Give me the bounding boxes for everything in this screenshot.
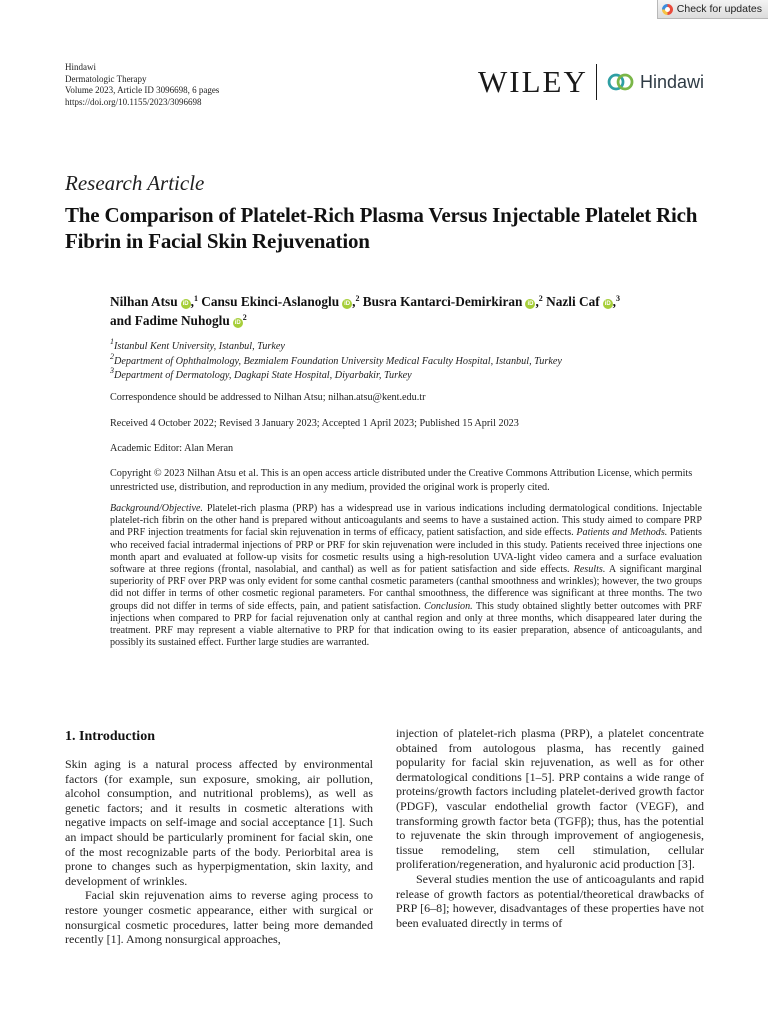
author-list: Nilhan Atsu iD ,$^1$ Cansu Ekinci-Aslanoglu iD ,$^2$ Busra Kantarci-Demirkiran iD ,$^2$ Nazli Caf iD ,$^3$ and Fadime Nuhoglu $iD^2$: [110, 294, 620, 328]
journal-meta: [65, 62, 219, 108]
author-affiliation-mark: 2: [355, 294, 360, 303]
volume-info: Volume 2023, Article ID 3096698, 6 pages: [65, 85, 220, 96]
author-name[interactable]: Busra Kantarci-Demirkiran: [362, 294, 523, 309]
copyright-notice: Copyright © 2023 Nilhan Atsu et al. This is an open access article distributed under the Creative Commons Attribution License, which permits unrestricted use, distribution, and reproduction in any medium, provided the original work is properly cited.: [110, 468, 693, 493]
affiliation-text: Department of Dermatology, Dagkapi State Hospital, Diyarbakir, Turkey: [114, 370, 412, 381]
author-name[interactable]: Nilhan Atsu: [110, 294, 178, 309]
correspondence: Correspondence should be addressed to Nilhan Atsu; nilhan.atsu@kent.edu.tr: [110, 392, 426, 403]
author-affiliation-mark: 2: [242, 313, 247, 322]
affiliation-mark: 2: [110, 351, 114, 361]
author-joiner: and: [110, 313, 132, 328]
publisher-logos: [478, 64, 704, 100]
body-paragraph: Skin aging is a natural process affected by environmental factors (for example, sun exposure, smoking, air pollution, alcohol consumption, and nutritional problems), as well as genetic factors; and it results in cosmetic alterations with negative impacts on self-image and social acceptance [1]. Such an impact should be particularly prominent for facial skin, one of the most recognizable parts of the body. Periorbital area is prone to changes such as hyperpigmentation, skin laxity, and development of wrinkles.: [65, 757, 373, 888]
affiliation-text: Department of Ophthalmology, Bezmialem Foundation University Medical Faculty Hospital, Istanbul, Turkey: [114, 355, 562, 367]
affiliation-mark: 3: [110, 366, 114, 375]
abstract-conclusion-text: This study obtained slightly better outcomes with PRF injections when compared to PRP for facial rejuvenation only at canthal region and only at three months, which disappeared later during the treatment. PRF may represent a viable alternative to PRP for that indication owing to its easier preparation, absence of anticoagulants, and possibly its sustained effect. Further large studies are warranted.: [110, 600, 703, 649]
abstract-background-text: Platelet-rich plasma (PRP) has a widespread use in various indications including dermatological conditions. Injectable platelet-rich fibrin on the other hand is prepared without anticoagulants and seems to have a sustained action. This study aimed to compare PRP and PRF injection treatments for facial skin rejuvenation in terms of efficacy, patient satisfaction, and side effects.: [110, 503, 702, 539]
check-for-updates-button[interactable]: [657, 0, 768, 19]
author-affiliation-mark: 2: [538, 294, 543, 303]
journal-name: Dermatologic Therapy: [65, 73, 147, 84]
doi-link[interactable]: https://doi.org/10.1155/2023/3096698: [65, 96, 202, 107]
wiley-logo: WILEY: [478, 64, 588, 99]
article-type: Research Article: [65, 171, 205, 195]
abstract-background-label: Background/Objective.: [110, 503, 203, 514]
affiliation-item: [110, 366, 562, 384]
author-affiliation-mark: 3: [615, 294, 620, 303]
orcid-icon[interactable]: iD: [344, 301, 351, 307]
affiliation-mark: 1: [110, 337, 114, 346]
orcid-icon[interactable]: iD: [182, 301, 189, 307]
publisher-name: Hindawi: [65, 62, 96, 72]
orcid-icon[interactable]: iD: [527, 301, 534, 307]
orcid-icon[interactable]: iD: [234, 320, 241, 326]
orcid-icon[interactable]: iD: [604, 301, 611, 307]
hindawi-logo-text: Hindawi: [639, 71, 704, 92]
check-for-updates-label: Check for updates: [676, 3, 762, 15]
abstract-results-text: A significant marginal superiority of PRF over PRP was only evident for some canthal cosmetic parameters (canthal smoothness and wrinkles); however, the two groups did not differ in terms of other cosmetic regional parameters. For canthal smoothness, the difference was significant at three months. The two groups did not differ in terms of side effects, pain, and patient satisfaction.: [110, 564, 702, 612]
body-column-right: [396, 726, 704, 930]
abstract-methods-label: Patients and Methods.: [576, 527, 668, 539]
body-paragraph: Several studies mention the use of anticoagulants and rapid release of growth factors as potential/theoretical drawbacks of PRP [6–8]; however, disadvantages of these properties have not been evaluated directly in terms of: [396, 871, 704, 930]
abstract-methods-text: Patients who received facial intradermal injections of PRP or PRF for skin rejuvenation were included in this study. Patients received three injections one month apart and evaluated at follow-up visits for cosmetic results using a high-resolution UVA-light video camera and a surface evaluation software at three regions (frontal, nasolabial, and canthal) as well as for patient satisfaction and side effects.: [110, 527, 702, 576]
affiliation-item: [110, 351, 562, 370]
affiliation-text: Istanbul Kent University, Istanbul, Turkey: [114, 341, 285, 352]
author-name[interactable]: Fadime Nuhoglu: [134, 313, 230, 328]
body-column-left: [65, 757, 373, 947]
author-affiliation-mark: 1: [193, 294, 198, 303]
crossmark-icon: [662, 4, 673, 15]
body-paragraph: Facial skin rejuvenation aims to reverse aging process to restore younger cosmetic appearance, either with surgical or nonsurgical cosmetic procedures, latter being more demanded recently [1]. Among nonsurgical approaches,: [65, 888, 373, 947]
section-heading-introduction: 1. Introduction: [65, 729, 155, 744]
body-paragraph: injection of platelet-rich plasma (PRP), a platelet concentrate obtained from autologous plasma, has recently gained popularity for facial skin rejuvenation, as well as for other dermatological conditions [1–5]. PRP contains a wide range of proteins/growth factors including platelet-derived growth factor (PDGF), vascular endothelial growth factor (VEGF), and transforming growth factor beta (TGFβ); thus, has the potential to rejuvenate the skin through improvement of angiogenesis, tissue remodeling, stem cell stimulation, cellular proliferation/regeneration, and hyaluronic acid production [3].: [396, 726, 704, 872]
academic-editor: Academic Editor: Alan Meran: [110, 443, 234, 454]
article-title: The Comparison of Platelet-Rich Plasma Versus Injectable Platelet Rich Fibrin in Facial Skin Rejuvenation: [65, 203, 698, 253]
affiliation-list: [110, 337, 562, 384]
author-name[interactable]: Nazli Caf: [546, 294, 600, 309]
abstract-results-label: Results.: [573, 564, 606, 576]
abstract-conclusion-label: Conclusion.: [424, 600, 473, 612]
logo-divider: [596, 64, 597, 100]
hindawi-logo-icon: [607, 71, 635, 93]
abstract: [110, 503, 702, 649]
publication-dates: Received 4 October 2022; Revised 3 January 2023; Accepted 1 April 2023; Published 15 April 2023: [110, 418, 519, 429]
author-name[interactable]: Cansu Ekinci-Aslanoglu: [201, 294, 340, 309]
affiliation-item: [110, 337, 562, 355]
